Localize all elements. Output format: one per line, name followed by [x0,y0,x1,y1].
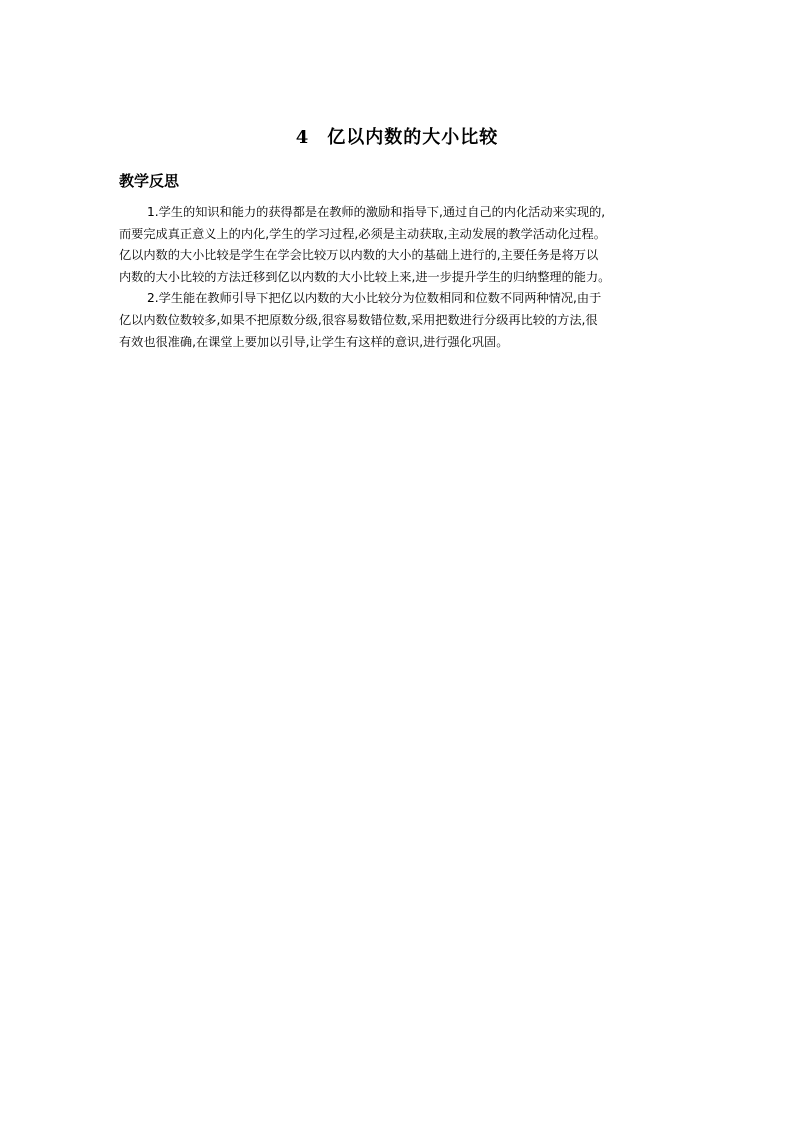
paragraph-line: 而要完成真正意义上的内化,学生的学习过程,必须是主动获取,主动发展的教学活动化过程。 [119,226,606,241]
paragraph-line: 内数的大小比较的方法迁移到亿以内数的大小比较上来,进一步提升学生的归纳整理的能力。 [119,269,611,284]
page-title [0,126,794,150]
lesson-title: 亿以内数的大小比较 [327,127,499,148]
reflection-body [119,202,681,353]
paragraph-line: 1.学生的知识和能力的获得都是在教师的激励和指导下,通过自己的内化活动来实现的, [147,205,606,219]
paragraph-line: 有效也很准确,在课堂上要加以引导,让学生有这样的意识,进行强化巩固。 [119,334,509,349]
paragraph-line: 亿以内数的大小比较是学生在学会比较万以内数的大小的基础上进行的,主要任务是将万以 [119,248,599,263]
paragraph-line: 亿以内数位数较多,如果不把原数分级,很容易数错位数,采用把数进行分级再比较的方法,很 [119,312,598,327]
lesson-number: 4 [295,127,310,148]
paragraph-line: 2.学生能在教师引导下把亿以内数的大小比较分为位数相同和位数不同两种情况,由于 [147,291,602,306]
section-heading: 教学反思 [119,172,180,190]
